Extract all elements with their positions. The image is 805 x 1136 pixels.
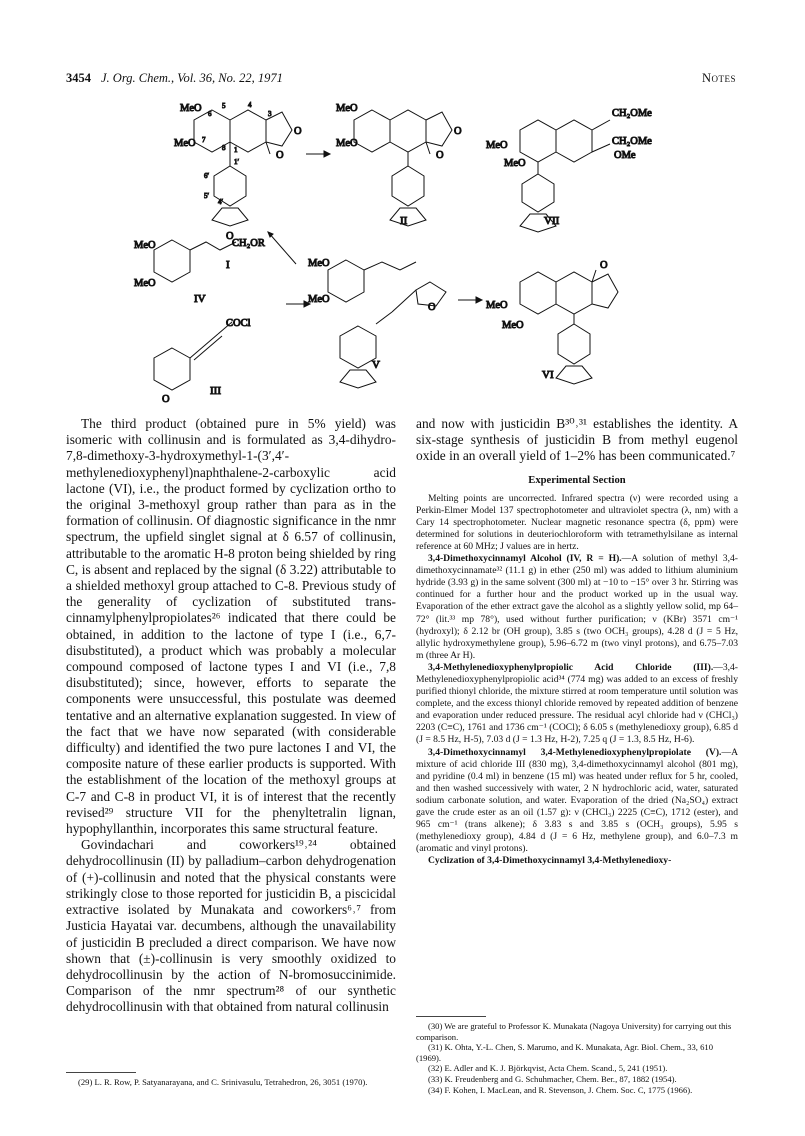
experimental-paragraph [416, 855, 738, 867]
meo-label: MeO [336, 138, 358, 149]
experimental-text: Melting points are uncorrected. Infrared spectra (ν) were recorded using a Perkin-Elmer Model 137 spectrophotometer and ultraviolet spectra (λ, nm) with a Cary 14 spectrophotometer. Nuclear magnetic resonance spectra (δ, ppm) were determined for solutions in deuteriochloroform with tetramethylsilane as internal reference at 60 MHz; J values are in hertz. [416, 492, 738, 552]
compound-label: V [372, 359, 380, 371]
meo-label: MeO [308, 258, 330, 269]
meo-label: MeO [486, 140, 508, 151]
meo-label: MeO [486, 300, 508, 311]
atom-number: 5 [222, 102, 226, 110]
atom-number: 6′ [204, 172, 210, 180]
meo-label: MeO [174, 138, 196, 149]
meo-label: MeO [180, 103, 202, 114]
meo-label: MeO [134, 278, 156, 289]
footnote-rule [416, 1016, 486, 1017]
meo-label: MeO [336, 103, 358, 114]
footnote: (32) E. Adler and K. J. Björkqvist, Acta Chem. Scand., 5, 241 (1951). [428, 1063, 668, 1074]
experimental-heading: 3,4-Methylenedioxyphenylpropiolic Acid Chloride (III). [428, 661, 714, 673]
experimental-heading: 3,4-Dimethoxycinnamyl Alcohol (IV, R = H). [428, 553, 622, 565]
reaction-scheme [110, 96, 750, 406]
o-label: O [600, 260, 608, 271]
atom-number: 4′ [218, 198, 224, 206]
experimental-paragraph [416, 553, 738, 662]
page-number: 3454 [66, 71, 91, 85]
meo-label: MeO [308, 294, 330, 305]
scheme-figure [110, 96, 750, 406]
footnote: (29) L. R. Row, P. Satyanarayana, and C. Srinivasulu, Tetrahedron, 26, 3051 (1970). [78, 1077, 368, 1087]
atom-number: 5′ [204, 192, 210, 200]
meo-label: MeO [502, 320, 524, 331]
o-label: O [436, 150, 444, 161]
structure-II [336, 103, 462, 227]
structure-IV [134, 238, 265, 305]
meo-label: MeO [504, 158, 526, 169]
structure-III [154, 318, 251, 405]
body-paragraph: and now with justicidin B³⁰˒³¹ establishes the identity. A six-stage synthesis of justicidin B from methyl eugenol oxide in an overall yield of 1–2% has been communicated.⁷ [416, 416, 738, 464]
o-label: O [276, 150, 284, 161]
left-column [66, 416, 396, 1016]
experimental-paragraph [416, 747, 738, 856]
experimental-text: —A mixture of acid chloride III (830 mg), 3,4-dimethoxycinnamyl alcohol (801 mg), and pyridine (0.4 ml) in benzene (15 ml) was heated under reflux for 5 hr, cooled, and then washed successively with water, 2 N hydrochloric acid, water, saturated sodium carbonate solution, and water. Evaporation of the dried (Na₂SO₄) extract gave the crude ester as an oil (1.57 g): ν (CHCl₃) 2225 (C≡C), 1712 (ester), and 965 cm⁻¹ (trans alkene); δ 3.83 s and 3.85 s (OCH₃ groups), 5.95 s (methylenedioxy group), 4.84 d (J = 6 Hz, methylene group), and 6.0–7.3 m (aromatic and vinyl protons). [416, 746, 738, 855]
ch2ome-label: CH₂OMe [612, 108, 652, 119]
footnote: (34) F. Kohen, I. MacLean, and R. Stevenson, J. Chem. Soc. C, 1775 (1966). [428, 1084, 693, 1095]
compound-label: II [400, 215, 408, 227]
atom-number: 7 [202, 136, 206, 144]
atom-number: 8 [222, 144, 226, 152]
compound-label: VII [544, 215, 560, 227]
compound-label: IV [194, 293, 206, 305]
running-header [66, 71, 736, 89]
right-column [416, 416, 738, 868]
structure-V [308, 258, 446, 388]
experimental-paragraph [416, 493, 738, 553]
atom-number: 3 [268, 110, 272, 118]
ch2ome-label: CH₂OMe [612, 136, 652, 147]
atom-number: 1 [234, 146, 238, 154]
experimental-heading: Cyclization of 3,4-Dimethoxycinnamyl 3,4-Methylenedioxy- [428, 855, 672, 867]
footnote-rule [66, 1072, 136, 1073]
o-label: O [454, 126, 462, 137]
footnote: (31) K. Ohta, Y.-L. Chen, S. Marumo, and K. Munakata, Agr. Biol. Chem., 33, 610 (1969). [416, 1042, 713, 1063]
compound-label: I [226, 259, 230, 271]
experimental-text: —A solution of methyl 3,4-dimethoxycinnamate³² (11.1 g) in ether (250 ml) was added to lithium aluminium hydride (3.93 g) in the same solvent (300 ml) at −10 to −15° over 3 hr. Stirring was continued for a further hour and the product worked up in the usual way. Evaporation of the ether extract gave the alcohol as a slightly yellow solid, mp 64–72° (lit.³³ mp 78°), used without further purification; ν (KBr) 3571 cm⁻¹ (hydroxyl); δ 2.12 br (OH group), 3.85 s (two OCH₃ groups), 4.28 d (J = 5 Hz, allylic hydroxymethylene group), 5.96–6.72 m (two vinyl protons), and 6.75–7.03 m (three Ar H). [416, 553, 738, 661]
body-paragraph: Govindachari and coworkers¹⁹˒²⁴ obtained dehydrocollinusin (II) by palladium–carbon dehydrogenation of (+)-collinusin and noted that the physical constants were strikingly close to those reported for justicidin B, a piscicidal extractive isolated by Munakata and coworkers⁶˒⁷ from Justicia Hayatai var. decumbens, although the unavailability of justicidin B precluded a direct comparison. We have now shown that (±)-collinusin is very smoothly oxidized to dehydrocollinusin by the action of N-bromosuccinimide. Comparison of the nmr spectrum²⁸ of our synthetic dehydrocollinusin with that obtained from natural collinusin [66, 837, 396, 1015]
o-label: O [162, 394, 170, 405]
reaction-arrow [268, 232, 296, 264]
experimental-text: —3,4-Methylenedioxyphenylpropiolic acid³⁴ (774 mg) was added to an excess of freshly purified thionyl chloride, the mixture stirred at room temperature until solution was complete, and the excess thionyl chloride removed by repeated addition of benzene and evaporation under reduced pressure. The residual acyl chloride had ν (CHCl₃) 2203 (C≡C), 1761 and 1736 cm⁻¹ (COCl); δ 6.05 s (methylenedioxy group), 6.85 d (J = 8.5 Hz, H-5), 7.03 d (J = 1.3 Hz, H-2), 7.25 q (J = 1.3, 8.5 Hz, H-6). [416, 661, 738, 746]
experimental-heading: 3,4-Dimethoxycinnamyl 3,4-Methylenedioxyphenylpropiolate (V). [428, 746, 722, 758]
atom-number: 6 [208, 110, 212, 118]
atom-number: 4 [248, 101, 252, 109]
ome-label: OMe [614, 150, 636, 161]
footnotes-left [66, 1066, 396, 1088]
experimental-paragraph [416, 662, 738, 747]
o-label: O [294, 126, 302, 137]
meo-label: MeO [134, 240, 156, 251]
compound-label: VI [542, 369, 554, 381]
journal-citation: J. Org. Chem., Vol. 36, No. 22, 1971 [101, 71, 283, 85]
compound-label: III [210, 385, 221, 397]
section-name: Notes [701, 71, 736, 85]
body-paragraph: The third product (obtained pure in 5% yield) was isomeric with collinusin and is formulated as 3,4-dihydro-7,8-dimethoxy-3-hydroxymethyl-1-(3′,4′-methylenedioxyphenyl)naphthalene-2-carboxylic acid lactone (VI), i.e., the product formed by cyclization ortho to the original 3-methoxyl group rather than para as in the formation of collinusin. Of diagnostic significance in the nmr spectrum, the upfield singlet signal at δ 6.57 of collinusin, attributable to the aromatic H-8 proton being shielded by ring C, is absent and replaced by the signal (δ 3.22) attributable to a shielded methoxyl group attached to C-8. Previous study of the generality of cyclization of substituted trans-cinnamylphenylpropiolates²⁶ indicated that there could be obtained, in addition to the lactone of type I (i.e., 6,7-disubstituted), a product which was probably a molecular compound composed of lactone types I and VI (i.e., 7,8 disubstituted); since, however, efforts to separate the components were unsuccessful, this postulate was deemed tentative and an alternative explanation suggested. In view of the fact that we have now separated (with considerable difficulty) and identified the two pure lactones I and VI, the composite nature of these earlier products is supported. With the establishment of the location of the methoxyl groups at C-7 and C-8 in product VI, it is of interest that the recently revised²⁹ structure VII for the phenyltetralin lignan, hypophyllanthin, incorporates this same structural feature. [66, 416, 396, 837]
ch2or-label: CH₂OR [232, 238, 265, 249]
header-left [66, 71, 283, 86]
o-label: O [428, 302, 436, 313]
footnotes-right [416, 1010, 738, 1095]
footnote: (30) We are grateful to Professor K. Munakata (Nagoya University) for carrying out this comparison. [416, 1021, 732, 1042]
section-heading: Experimental Section [528, 474, 626, 486]
atom-number: 1′ [234, 158, 240, 166]
footnote: (33) K. Freudenberg and G. Schuhmacher, Chem. Ber., 87, 1882 (1954). [428, 1073, 677, 1084]
o-label: O [226, 231, 234, 242]
structure-VI [486, 260, 618, 384]
structure-VII [486, 108, 652, 232]
cocl-label: COCl [226, 318, 251, 329]
